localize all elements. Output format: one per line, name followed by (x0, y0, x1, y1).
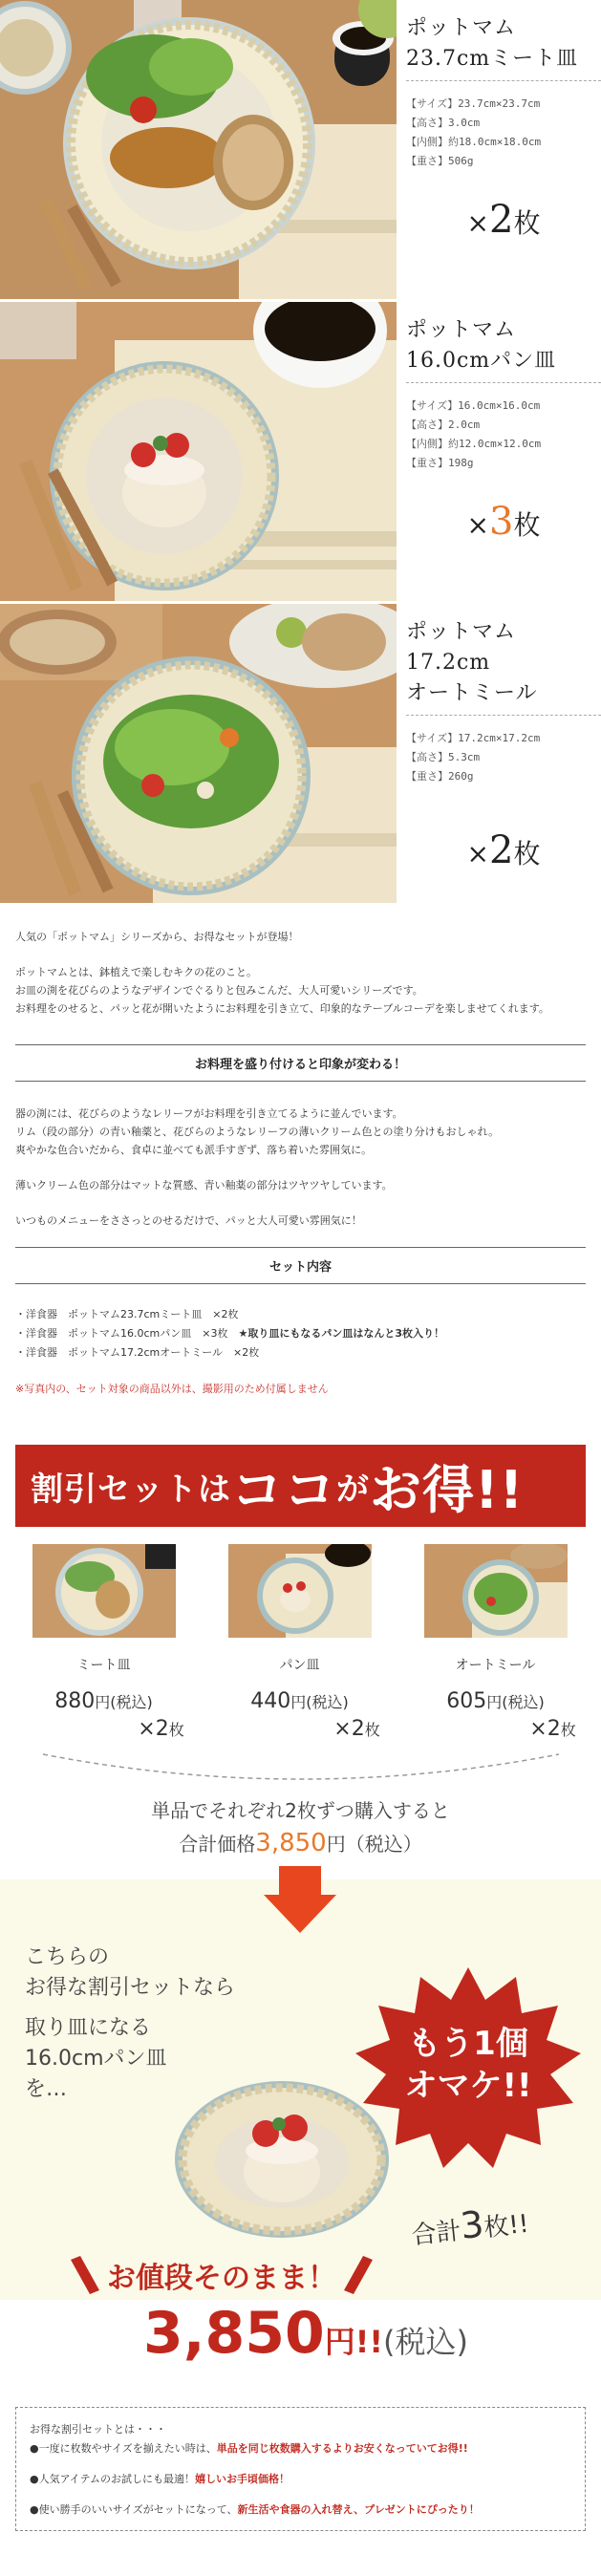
photo-note: ※写真内の、セット対象の商品以外は、撮影用のため付属しません (15, 1383, 329, 1395)
price-unit: 円(税込) (290, 1693, 349, 1711)
intro-line: ポットマムとは、鉢植えで楽しむキクの花のこと。 (15, 966, 257, 978)
section-heading-set-contents: セット内容 (15, 1247, 586, 1284)
offer-line: を… (25, 2077, 68, 2101)
qty-value: ×2 (333, 1717, 365, 1741)
item-price (397, 1689, 593, 1713)
summary-prefix: 合計価格 (179, 1833, 256, 1856)
item-name: パン皿 (279, 1658, 320, 1673)
arrow-down-icon (264, 1866, 336, 1933)
product-name-line: ポットマム (406, 620, 517, 644)
product-photo-bread-plate (0, 302, 397, 601)
product-info (397, 604, 601, 903)
item-price (202, 1689, 397, 1713)
product-name (406, 315, 601, 383)
offer-line: 16.0cmパン皿 (25, 2047, 167, 2071)
benefit-row (30, 2440, 571, 2458)
benefit-highlight: 新生活や食器の入れ替え、プレゼントにぴったり！ (237, 2503, 480, 2516)
benefits-heading: お得な割引セットとは・・・ (30, 2423, 166, 2436)
offer-line: お得な割引セットなら (25, 1976, 236, 2000)
total-summary (0, 1794, 601, 1860)
item-name: ミート皿 (76, 1658, 131, 1673)
total-number: 3 (458, 2202, 486, 2247)
final-price-value: 3,850 (143, 2300, 325, 2367)
benefit-text: ●使い勝手のいいサイズがセットになって、 (30, 2503, 238, 2516)
final-price (143, 2300, 468, 2367)
benefit-text: ●人気アイテムのお試しにも最適！ (30, 2473, 196, 2485)
set-benefits-box (15, 2407, 586, 2531)
summary-suffix: 円（税込） (326, 1833, 422, 1856)
offer-line: 取り皿になる (25, 2016, 152, 2040)
price-unit: 円(税込) (486, 1693, 545, 1711)
presentation-paragraph: いつものメニューをささっとのせるだけで、パッと大人可愛い雰囲気に！ (15, 1214, 362, 1227)
benefit-text: ●一度に枚数やサイズを揃えたい時は、 (30, 2442, 217, 2455)
product-row (0, 604, 601, 903)
banner-text: ココ (231, 1459, 336, 1520)
set-item: ・洋食器 ポットマム17.2cmオートミール ×2枚 (15, 1346, 260, 1359)
presentation-text (0, 1105, 601, 1230)
qty-prefix: × (466, 207, 489, 239)
product-name-line: 16.0cmパン皿 (406, 349, 557, 373)
presentation-line: 爽やかな色合いだから、食卓に並べても派手すぎず、落ち着いた雰囲気に。 (15, 1144, 373, 1156)
product-name-line: オートミール (406, 681, 538, 705)
price-value: 605 (446, 1689, 487, 1713)
offer-line: こちらの (25, 1945, 110, 1969)
spec-height: 【高さ】2.0cm (406, 419, 481, 431)
spec-size: 【サイズ】17.2cm×17.2cm (406, 732, 541, 744)
price-item (6, 1544, 202, 1741)
bonus-badge-text (387, 2023, 549, 2107)
slash-left-icon (69, 2256, 101, 2294)
item-thumbnail (228, 1544, 372, 1638)
qty-suffix: 枚 (513, 838, 541, 869)
section-heading-presentation: お料理を盛り付けると印象が変わる！ (15, 1044, 586, 1082)
product-row (0, 0, 601, 299)
bonus-offer (0, 1879, 601, 2367)
product-name-line: ポットマム (406, 318, 517, 342)
qty-unit: 枚 (560, 1721, 576, 1739)
product-info (397, 302, 601, 601)
product-info (397, 0, 601, 299)
badge-line: もう1個 (408, 2025, 528, 2063)
benefit-highlight: 単品を同じ枚数購入するよりお安くなっていてお得!! (216, 2442, 468, 2455)
qty-number: 2 (489, 198, 514, 242)
summary-line: 単品でそれぞれ2枚ずつ購入すると (151, 1799, 450, 1822)
spec-size: 【サイズ】16.0cm×16.0cm (406, 399, 541, 412)
product-specs (406, 95, 601, 171)
product-quantity (406, 500, 601, 544)
qty-unit: 枚 (168, 1721, 184, 1739)
presentation-line: 器の渕には、花びらのようなレリーフがお料理を引き立てるように並んでいます。 (15, 1107, 403, 1120)
product-name-line: 17.2cm (406, 651, 491, 675)
intro-line: お皿の渕を花びらのようなデザインでぐるりと包みこんだ、大人可愛いシリーズです。 (15, 984, 423, 997)
same-price-line (69, 2254, 375, 2296)
same-price-text: お値段そのまま！ (107, 2262, 336, 2295)
product-name-line: ポットマム (406, 16, 517, 40)
intro-line: お料理をのせると、パッと花が開いたようにお料理を引き立て、印象的なテーブルコーデを楽しませてくれます。 (15, 1002, 549, 1015)
dashed-arc-divider (33, 1747, 569, 1785)
spec-weight: 【重さ】506g (406, 155, 474, 167)
benefit-row (30, 2501, 571, 2519)
item-qty (202, 1717, 397, 1741)
qty-suffix: 枚 (513, 207, 541, 239)
item-name: オートミール (455, 1658, 536, 1673)
spec-height: 【高さ】5.3cm (406, 751, 481, 763)
product-name (406, 13, 601, 81)
product-name-line: 23.7cmミート皿 (406, 47, 579, 71)
price-value: 440 (250, 1689, 291, 1713)
product-photo-meat-plate (0, 0, 397, 299)
discount-banner (15, 1445, 586, 1527)
spec-size: 【サイズ】23.7cm×23.7cm (406, 97, 541, 110)
banner-text: お得!! (370, 1459, 525, 1520)
qty-suffix: 枚 (513, 509, 541, 541)
intro-text (0, 928, 601, 1018)
item-price (6, 1689, 202, 1713)
product-row (0, 302, 601, 601)
price-comparison (0, 1544, 601, 1741)
set-item: ・洋食器 ポットマム23.7cmミート皿 ×2枚 (15, 1308, 239, 1320)
qty-prefix: × (466, 838, 489, 869)
benefit-highlight: 嬉しいお手頃価格！ (195, 2473, 290, 2485)
spec-weight: 【重さ】198g (406, 457, 474, 469)
intro-paragraph: 人気の「ポットマム」シリーズから、お得なセットが登場！ (15, 931, 299, 943)
spec-weight: 【重さ】260g (406, 770, 474, 783)
summary-price: 3,850 (255, 1829, 327, 1857)
badge-line: オマケ!! (404, 2067, 532, 2105)
price-value: 880 (54, 1689, 96, 1713)
qty-number: 2 (489, 828, 514, 872)
qty-number: 3 (489, 500, 514, 544)
summary-line (0, 1827, 601, 1860)
set-item-highlight: ★取り皿にもなるパン皿はなんと3枚入り！ (238, 1327, 444, 1340)
product-specs (406, 397, 601, 473)
qty-value: ×2 (138, 1717, 169, 1741)
product-quantity (406, 828, 601, 872)
set-contents-list (0, 1305, 601, 1399)
qty-unit: 枚 (364, 1721, 380, 1739)
spec-inner: 【内側】約12.0cm×12.0cm (406, 438, 542, 450)
final-price-tax: (税込) (383, 2324, 468, 2360)
set-item-text: ・洋食器 ポットマム16.0cmパン皿 ×3枚 (15, 1327, 239, 1340)
banner-text: 割引セットは (31, 1470, 231, 1509)
qty-value: ×2 (529, 1717, 561, 1741)
item-qty (6, 1717, 202, 1741)
product-name (406, 617, 601, 716)
spec-height: 【高さ】3.0cm (406, 117, 481, 129)
product-photo-oatmeal-bowl (0, 604, 397, 903)
total-count (409, 2199, 530, 2253)
presentation-paragraph: 薄いクリーム色の部分はマットな質感、青い釉薬の部分はツヤツヤしています。 (15, 1179, 393, 1191)
product-specs (406, 729, 601, 786)
item-thumbnail (32, 1544, 176, 1638)
total-prefix: 合計 (410, 2217, 463, 2251)
item-thumbnail (424, 1544, 568, 1638)
intro-paragraph (15, 963, 586, 1018)
price-item (397, 1544, 593, 1741)
price-item (202, 1544, 397, 1741)
total-suffix: 枚!! (483, 2209, 530, 2243)
slash-right-icon (342, 2256, 375, 2294)
item-qty (397, 1717, 593, 1741)
set-item (15, 1324, 586, 1343)
product-quantity (406, 198, 601, 242)
banner-text: が (336, 1470, 370, 1509)
presentation-line: リム（段の部分）の青い釉薬と、花びらのようなレリーフの薄いクリーム色との塗り分けもおしゃれ。 (15, 1126, 500, 1138)
presentation-paragraph (15, 1105, 586, 1159)
spec-inner: 【内側】約18.0cm×18.0cm (406, 136, 542, 148)
final-price-unit: 円!! (324, 2324, 383, 2360)
qty-prefix: × (466, 509, 489, 541)
benefit-row (30, 2471, 571, 2488)
price-unit: 円(税込) (95, 1693, 153, 1711)
